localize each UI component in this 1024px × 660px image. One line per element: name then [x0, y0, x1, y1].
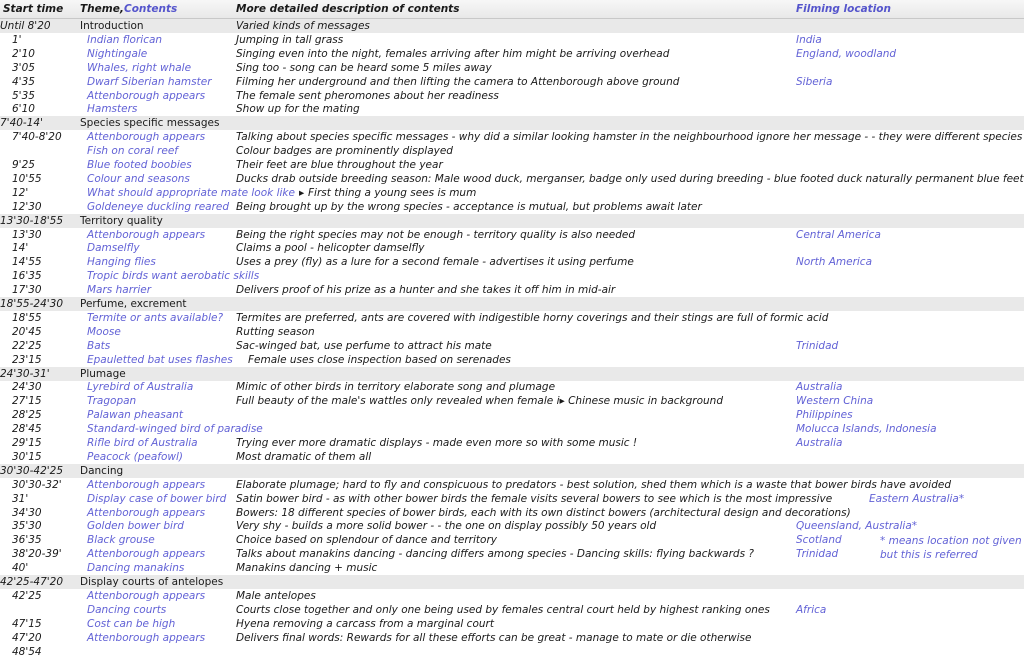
- start-time-cell: 42'25: [12, 589, 42, 602]
- header-location: Filming location: [796, 3, 891, 15]
- theme-cell: What should appropriate mate look like: [87, 186, 295, 199]
- theme-cell: Attenborough appears: [87, 478, 206, 491]
- description-cell: Singing even into the night, females arriving after him might be arriving overhead: [236, 47, 670, 60]
- start-time-cell: 24'30: [12, 381, 42, 394]
- theme-cell: Cost can be high: [87, 617, 176, 630]
- table-row: [0, 478, 1024, 492]
- description-cell: Most dramatic of them all: [236, 450, 372, 463]
- table-row: [0, 158, 1024, 172]
- table-row: [0, 561, 1024, 575]
- theme-cell: Attenborough appears: [87, 589, 206, 602]
- theme-cell: Hanging flies: [87, 256, 156, 269]
- start-time-cell: 4'35: [12, 75, 35, 88]
- section-title: Plumage: [80, 367, 126, 380]
- description-cell: Bowers: 18 different species of bower birds, each with its own distinct bowers (architectural design and decorations): [236, 506, 851, 519]
- header-contents: Contents: [124, 3, 178, 15]
- start-time-cell: 28'45: [12, 423, 42, 436]
- location-cell: Molucca Islands, Indonesia: [796, 423, 937, 436]
- location-cell: Central America: [796, 228, 881, 241]
- location-cell: Philippines: [796, 409, 853, 422]
- table-row: [0, 380, 1024, 394]
- description-cell: Elaborate plumage; hard to fly and conspicuous to predators - best solution, shed them which is a waste that bower birds have avoided: [236, 478, 952, 491]
- start-time-cell: 13'30: [12, 228, 42, 241]
- theme-cell: Nightingale: [87, 47, 148, 60]
- description-cell: Mimic of other birds in territory elaborate song and plumage: [236, 381, 556, 394]
- table-row: [0, 47, 1024, 61]
- start-time-cell: 47'20: [12, 631, 42, 644]
- theme-cell: Attenborough appears: [87, 89, 206, 102]
- start-time-cell: 14': [12, 242, 29, 255]
- description-cell: Jumping in tall grass: [236, 33, 344, 46]
- start-time-cell: 36'35: [12, 534, 42, 547]
- description-cell: Show up for the mating: [236, 103, 360, 116]
- start-time-cell: 27'15: [12, 395, 42, 408]
- table-row: [0, 603, 1024, 617]
- start-time-cell: 29'15: [12, 437, 42, 449]
- location-cell: India: [796, 33, 822, 46]
- theme-cell: Attenborough appears: [87, 131, 206, 144]
- start-time-cell: 12': [12, 186, 29, 199]
- theme-cell: Termite or ants available?: [87, 311, 224, 324]
- location-cell: England, woodland: [796, 47, 897, 60]
- start-time-cell: 13'30-18'55: [0, 214, 64, 227]
- description-cell: Varied kinds of messages: [236, 20, 370, 32]
- theme-cell: Blue footed boobies: [87, 159, 192, 171]
- start-time-cell: 18'55: [12, 311, 42, 324]
- theme-cell: Dancing courts: [87, 603, 167, 616]
- start-time-cell: 18'55-24'30: [0, 298, 64, 310]
- location-cell: Western China: [796, 395, 874, 408]
- section-title: Display courts of antelopes: [80, 576, 224, 588]
- description-cell: Rutting season: [236, 325, 315, 338]
- description-cell: Colour badges are prominently displayed: [236, 145, 453, 158]
- start-time-cell: 38'20-39': [12, 548, 62, 561]
- theme-cell: Mars harrier: [87, 284, 152, 297]
- section-row: [0, 116, 1024, 130]
- theme-cell: Lyrebird of Australia: [87, 381, 194, 394]
- start-time-cell: 23'15: [12, 353, 42, 366]
- description-cell: Talking about species specific messages - why did a similar looking hamster in the neighbourhood ignore her message - - they were different species: [236, 131, 1023, 144]
- theme-cell: Fish on coral reef: [87, 145, 178, 158]
- table-row: [0, 450, 1024, 464]
- table-row: [0, 589, 1024, 603]
- section-row: [0, 214, 1024, 228]
- table-row: [0, 102, 1024, 116]
- table-row: [0, 144, 1024, 158]
- location-cell: Eastern Australia*: [869, 492, 965, 505]
- table-row: [0, 130, 1024, 144]
- table-row: [0, 89, 1024, 103]
- section-row: [0, 464, 1024, 478]
- theme-cell: Rifle bird of Australia: [87, 437, 198, 449]
- theme-cell: Moose: [87, 325, 121, 338]
- theme-cell: Attenborough appears: [87, 631, 206, 644]
- description-cell: Filming her underground and then lifting the camera to Attenborough above ground: [236, 75, 680, 88]
- description-cell: Delivers proof of his prize as a hunter and she takes it off him in mid-air: [236, 284, 616, 297]
- description-cell: Claims a pool - helicopter damselfly: [236, 242, 425, 255]
- theme-cell: Attenborough appears: [87, 506, 206, 519]
- start-time-cell: 34'30: [12, 506, 42, 519]
- start-time-cell: 28'25: [12, 409, 42, 422]
- table-row: [0, 408, 1024, 422]
- table-row: [0, 547, 1024, 561]
- section-title: Dancing: [80, 464, 124, 477]
- table-row: [0, 255, 1024, 269]
- start-time-cell: 2'10: [12, 47, 35, 60]
- theme-cell: Whales, right whale: [87, 61, 192, 74]
- table-row: [0, 311, 1024, 325]
- table-header: [0, 0, 1024, 19]
- start-time-cell: 7'40-14': [0, 117, 43, 130]
- table-row: [0, 75, 1024, 89]
- start-time-cell: 48'54: [12, 645, 42, 658]
- location-cell: Queensland, Australia*: [796, 520, 918, 533]
- table-row: [0, 283, 1024, 297]
- description-cell: Talks about manakins dancing - dancing differs among species - Dancing skills: flying backwards ?: [236, 548, 754, 561]
- theme-cell: Golden bower bird: [87, 520, 184, 533]
- theme-cell: Attenborough appears: [87, 228, 206, 241]
- description-cell: The female sent pheromones about her readiness: [236, 89, 499, 102]
- description-cell: Manakins dancing + music: [236, 562, 378, 575]
- location-cell: Trinidad: [796, 548, 839, 561]
- section-title: Perfume, excrement: [80, 298, 187, 310]
- header-description: More detailed description of contents: [236, 3, 460, 15]
- start-time-cell: 3'05: [12, 61, 35, 74]
- start-time-cell: 30'30-32': [12, 478, 62, 491]
- start-time-cell: 31': [12, 492, 29, 505]
- start-time-cell: 10'55: [12, 172, 42, 185]
- description-cell: Delivers final words: Rewards for all these efforts can be great - manage to mate or die otherwise: [236, 631, 752, 644]
- header-theme: Theme,: [80, 3, 124, 15]
- table-row: [0, 617, 1024, 631]
- start-time-cell: 17'30: [12, 284, 42, 297]
- location-cell: Africa: [796, 603, 827, 616]
- theme-cell: Palawan pheasant: [87, 409, 184, 422]
- theme-cell: Dwarf Siberian hamster: [87, 75, 212, 88]
- start-time-cell: 35'30: [12, 520, 42, 533]
- start-time-cell: Until 8'20: [0, 20, 51, 32]
- theme-cell: Standard-winged bird of paradise: [87, 423, 263, 436]
- description-cell: Male antelopes: [236, 589, 316, 602]
- description-cell: Termites are preferred, ants are covered with indigestible horny coverings and their stings are full of formic acid: [236, 311, 829, 324]
- description-cell: Ducks drab outside breeding season: Male wood duck, merganser, badge only used during breeding - blue footed duck naturally permanent blue feet: [236, 172, 1024, 185]
- table-row: [0, 61, 1024, 75]
- location-cell: Scotland: [796, 534, 842, 547]
- location-cell: Siberia: [796, 75, 833, 88]
- theme-cell: Black grouse: [87, 534, 155, 547]
- theme-cell: Bats: [87, 339, 111, 352]
- description-cell: Trying ever more dramatic displays - made even more so with some music !: [236, 437, 638, 449]
- truncation-arrow-icon: ▸: [299, 186, 305, 199]
- start-time-cell: 5'35: [12, 89, 35, 102]
- table-row: [0, 533, 1024, 547]
- description-cell: Choice based on splendour of dance and territory: [236, 534, 497, 547]
- description-cell: Being the right species may not be enough - territory quality is also needed: [236, 228, 636, 241]
- theme-cell: Attenborough appears: [87, 548, 206, 561]
- description-cell: Uses a prey (fly) as a lure for a second female - advertises it using perfume: [236, 256, 634, 269]
- description-cell: Very shy - builds a more solid bower - - the one on display possibly 50 years old: [236, 520, 657, 533]
- table-row: [0, 492, 1024, 506]
- section-row: [0, 19, 1024, 33]
- start-time-cell: 24'30-31': [0, 367, 50, 380]
- section-row: [0, 367, 1024, 381]
- description-cell: Hyena removing a carcass from a marginal court: [236, 617, 494, 630]
- theme-cell: Epauletted bat uses flashes: [87, 353, 233, 366]
- table-row: [0, 422, 1024, 436]
- start-time-cell: 7'40-8'20: [12, 131, 62, 144]
- table-row: [0, 394, 1024, 408]
- table-row: [0, 645, 1024, 659]
- table-row: [0, 241, 1024, 255]
- theme-cell: Damselfly: [87, 242, 140, 255]
- section-title: Territory quality: [80, 214, 163, 227]
- table-row: [0, 172, 1024, 186]
- location-cell: Australia: [796, 381, 843, 394]
- table-row: [0, 339, 1024, 353]
- start-time-cell: 42'25-47'20: [0, 576, 64, 588]
- theme-cell: Indian florican: [87, 33, 163, 46]
- table-row: [0, 228, 1024, 242]
- location-cell: North America: [796, 256, 873, 269]
- theme-cell: Colour and seasons: [87, 172, 190, 185]
- theme-cell: Peacock (peafowl): [87, 450, 183, 463]
- start-time-cell: 47'15: [12, 617, 42, 630]
- section-row: [0, 575, 1024, 589]
- section-row: [0, 297, 1024, 311]
- table-row: [0, 436, 1024, 450]
- description-cell: Being brought up by the wrong species - acceptance is mutual, but problems await later: [236, 200, 702, 213]
- theme-cell: Goldeneye duckling reared: [87, 200, 230, 213]
- table-row: [0, 506, 1024, 520]
- description-cell: Sing too - song can be heard some 5 miles away: [236, 61, 492, 74]
- description-cell: Satin bower bird - as with other bower birds the female visits several bowers to see which is the most impressive: [236, 492, 833, 505]
- theme-cell: Display case of bower bird: [87, 492, 227, 505]
- theme-cell: Dancing manakins: [87, 562, 185, 575]
- start-time-cell: 22'25: [12, 339, 42, 352]
- table-row: [0, 325, 1024, 339]
- start-time-cell: 40': [12, 562, 29, 575]
- start-time-cell: 20'45: [12, 325, 42, 338]
- section-title: Introduction: [80, 20, 144, 32]
- theme-cell: Hamsters: [87, 103, 138, 116]
- theme-cell: Tragopan: [87, 395, 137, 408]
- table-row: [0, 631, 1024, 645]
- description-cell: Their feet are blue throughout the year: [236, 159, 443, 171]
- table-row: [0, 200, 1024, 214]
- start-time-cell: 30'15: [12, 450, 42, 463]
- table-row: [0, 519, 1024, 533]
- start-time-cell: 1': [12, 33, 22, 46]
- start-time-cell: 12'30: [12, 200, 42, 213]
- location-cell: Trinidad: [796, 339, 839, 352]
- theme-cell: Tropic birds want aerobatic skills: [87, 270, 260, 283]
- start-time-cell: 14'55: [12, 256, 42, 269]
- table-row: [0, 186, 1024, 200]
- description-cell: Full beauty of the male's wattles only revealed when female i▸ Chinese music in background: [236, 395, 724, 408]
- location-note-line-1: * means location not given: [880, 535, 1022, 547]
- description-cell: Female uses close inspection based on serenades: [248, 353, 511, 366]
- start-time-cell: 9'25: [12, 159, 35, 171]
- description-cell: Courts close together and only one being used by females central court held by highest ranking ones: [236, 603, 770, 616]
- header-start-time: Start time: [3, 3, 64, 15]
- table-row: [0, 269, 1024, 283]
- start-time-cell: 6'10: [12, 103, 35, 116]
- start-time-cell: 16'35: [12, 270, 42, 283]
- location-cell: Australia: [796, 437, 843, 449]
- location-note-line-2: but this is referred: [880, 549, 978, 561]
- description-cell: Sac-winged bat, use perfume to attract his mate: [236, 339, 492, 352]
- table-row: [0, 353, 1024, 367]
- start-time-cell: 30'30-42'25: [0, 464, 64, 477]
- description-cell: First thing a young sees is mum: [308, 186, 477, 199]
- section-title: Species specific messages: [80, 117, 220, 130]
- table-row: [0, 33, 1024, 47]
